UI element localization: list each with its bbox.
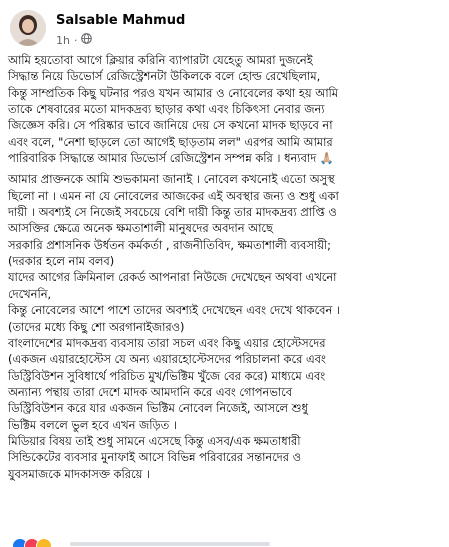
post-line: ডিস্ট্রিবিউশন সুবিধার্থে পরিচিত মুখ/ভিক্টিম খুঁজে বের করে) মাধ্যমে এবং — [8, 368, 326, 383]
post-line: ডিস্ট্রিবিউশন করে যার একজন ভিক্টিম নোবেল নিজেই, আসলে শুধু — [8, 401, 308, 416]
post-line: জিজ্ঞেস করি। সে পরিষ্কার ভাবে জানিয়ে দেয় সে কখনো মাদক ছাড়বে না — [8, 118, 333, 133]
post-line: মিডিয়ার বিষয় তাই শুধু সামনে এসেছে কিন্তু এসব/এক ক্ষমতাধারী — [8, 433, 301, 448]
post-line: (তাদের মধ্যে কিছু শো অরগানাইজারও) — [8, 319, 185, 334]
post-line: আমার প্রাক্তনকে আমি শুভকামনা জানাই । নোবেল কখনোই এতো অসুস্থ — [8, 172, 335, 187]
post-paragraph-1 — [8, 52, 442, 166]
globe-icon — [81, 33, 92, 47]
post-line: এবং বলে, "নেশা ছাড়লে তো আগেই ছাড়তাম লল" এরপর আমি আমার — [8, 134, 333, 149]
post-line: বাংলাদেশের মাদকদ্রব্য ব্যবসায় তারা সচল এবং কিছু এয়ার হোস্টেসদের — [8, 335, 326, 350]
meta-separator: · — [73, 33, 78, 47]
post-line: দেখেননি, — [8, 286, 52, 301]
post-line: আমি হয়তোবা আগে ক্লিয়ার করিনি ব্যাপারটা যেহেতু আমরা দুজনেই — [8, 53, 313, 67]
post-line: সিদ্ধান্ত নিয়ে ডিভোর্স রেজিস্ট্রেশনটা উকিলকে বলে হোল্ড রেখেছিলাম, — [8, 69, 321, 84]
post-time[interactable]: 1h — [56, 33, 70, 47]
post-line: দায়ী । অবশ্যই সে নিজেই সবচেয়ে বেশি দায়ী কিন্তু তার মাদকদ্রব্য প্রাপ্তি ও — [8, 205, 337, 220]
haha-icon — [36, 538, 52, 547]
post-line: সিন্ডিকেটের ব্যবসার মুনাফাই আসে বিভিন্ন পরিবারের সন্তানদের ও — [8, 450, 302, 465]
post-line: সরকারি প্রশাসনিক উর্ধতন কর্মকর্তা , রাজনীতিবিদ, ক্ষমতাশালী ব্যবসায়ী; — [8, 237, 331, 252]
post-header — [10, 6, 440, 50]
author-name[interactable]: Salsable Mahmud — [56, 13, 186, 28]
post-line: (একজন এয়ারহোস্টেস যে অন্য এয়ারহোস্টেসদের পরিচালনা করে এবং — [8, 352, 326, 367]
reactions-bar[interactable] — [0, 535, 449, 547]
post-meta — [56, 33, 92, 47]
post-body — [8, 52, 442, 482]
post-line: আসক্তির ক্ষেত্রে অনেক ক্ষমতাশালী মানুষদের অবদান আছে — [8, 221, 273, 236]
reaction-icons[interactable] — [12, 538, 48, 547]
post-line: কিন্তু নোবেলের আশে পাশে তাদের অবশ্যই দেখেছেন এবং দেখে থাকবেন । — [8, 303, 341, 318]
post-line: ভিক্টিম বললে ভুল হবে এখন জড়িত । — [8, 417, 177, 432]
post-line: পারিবারিক সিদ্ধান্তে আমার ডিভোর্স রেজিস্ট্রেশন সম্পন্ন করি । ধন্যবাদ 🙏🏼 — [8, 151, 335, 166]
post-line: অন্যান্য পন্থায় তারা দেশে মাদক আমদানি করে এবং গোপনভাবে — [8, 384, 293, 399]
post-line: কিন্তু সাম্প্রতিক কিছু ঘটনার পরও যখন আমার ও নোবেলের কথা হয় আমি — [8, 85, 339, 100]
post-line: যুবসমাজকে মাদকাসক্ত করিয়ে । — [8, 466, 150, 481]
reactions-count-placeholder — [70, 542, 270, 546]
avatar[interactable] — [10, 10, 46, 46]
post-paragraph-2 — [8, 171, 442, 482]
post-line: যাদের আগের ক্রিমিনাল রেকর্ড আপনারা নিউজে দেখেছেন অথবা এখনো — [8, 270, 337, 285]
post-line: (দরকার হলে নাম বলব) — [8, 254, 115, 269]
post-line: ছিলো না । এমন না যে নোবেলের আজকের এই অবস্থার জন্য ও শুধু একা — [8, 188, 339, 203]
post-line: তাকে শেষবারের মতো মাদকদ্রব্য ছাড়ার কথা এবং চিকিৎসা নেবার জন্য — [8, 102, 325, 117]
